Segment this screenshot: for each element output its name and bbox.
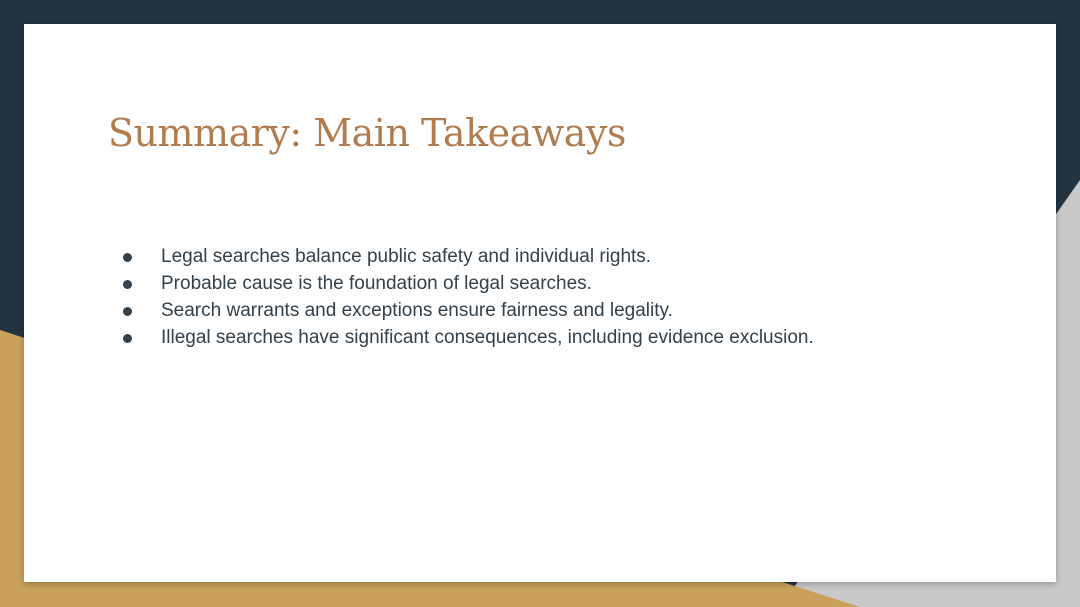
bullet-item [121,270,1021,297]
bullet-item [121,324,1021,351]
bullet-dot-icon [123,307,132,316]
bullet-dot-icon [123,253,132,262]
bullet-item [121,243,1021,270]
bullet-text: Probable cause is the foundation of legal searches. [161,273,592,294]
bullet-text: Search warrants and exceptions ensure fairness and legality. [161,300,673,321]
bullet-text: Illegal searches have significant consequences, including evidence exclusion. [161,327,814,348]
slide-card [24,24,1056,582]
bullet-text: Legal searches balance public safety and individual rights. [161,246,652,267]
bullet-item [121,297,1021,324]
bullet-dot-icon [123,280,132,289]
slide-title: Summary: Main Takeaways [108,111,626,155]
bullet-list [121,243,1021,351]
bullet-dot-icon [123,334,132,343]
